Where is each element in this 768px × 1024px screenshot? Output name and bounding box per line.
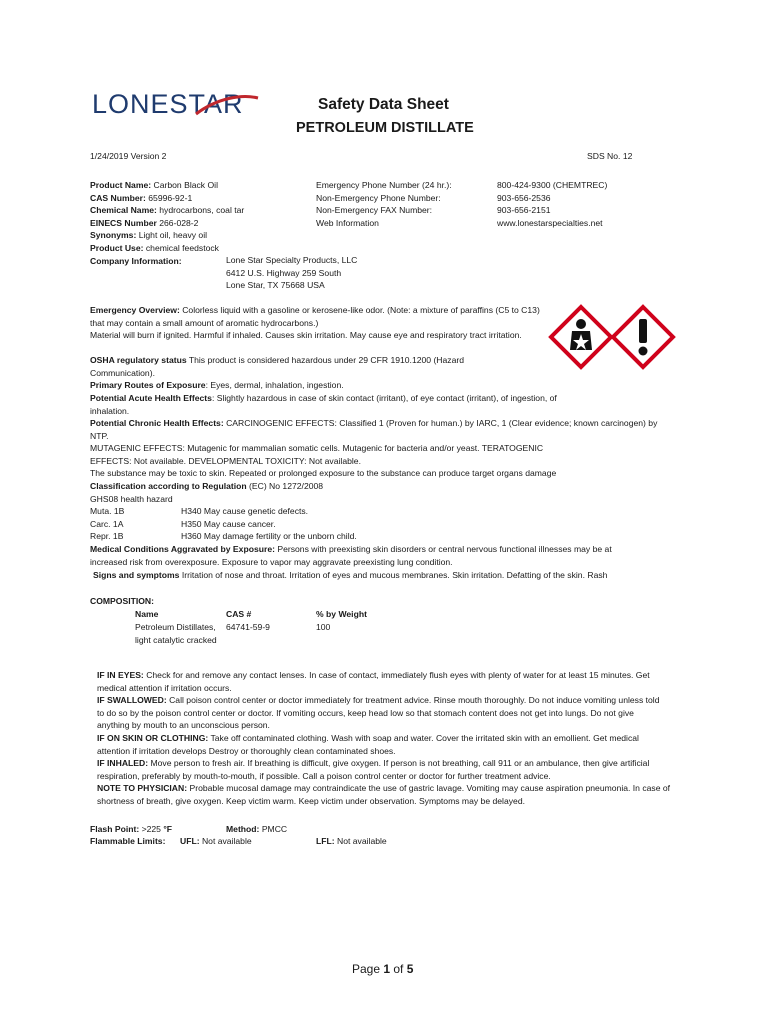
h-row: Muta. 1B H340 May cause genetic defects.: [90, 506, 309, 516]
logo-text-r: R: [223, 89, 244, 119]
composition-row-weight: 100: [316, 622, 331, 632]
h-statements: [90, 505, 357, 543]
nonemergency-phone: 903-656-2536: [497, 192, 551, 203]
first-aid-inhaled: IF INHALED: Move person to fresh air. If breathing is difficult, give oxygen. If person is not breathing, call 911 or an ambulance, then give artificial respiration, preferably by mouth-to-mouth, if possible. Call a poison control center or doctor for further treatment advice.: [97, 758, 650, 781]
acute-health-effects: Potential Acute Health Effects: Slightly hazardous in case of skin contact (irritant), of eye contact (irritant), of ingestion, of inhalation.: [90, 393, 557, 416]
product-use-row: Product Use: chemical feedstock: [90, 242, 219, 253]
logo-text-a: A: [204, 89, 224, 119]
ghs-label: GHS08 health hazard: [90, 494, 173, 504]
h-row: Repr. 1B H360 May damage fertility or the unborn child.: [90, 531, 357, 542]
cas-number-row: CAS Number: 65996-92-1: [90, 192, 193, 203]
composition-row-name: Petroleum Distillates, light catalytic cracked: [135, 622, 217, 645]
signs-symptoms: Signs and symptoms Irritation of nose and throat. Irritation of eyes and mucous membranes. Skin irritation. Defatting of the skin. Rash: [93, 570, 608, 580]
contact-values: [497, 179, 607, 229]
chronic-health-effects: Potential Chronic Health Effects: CARCINOGENIC EFFECTS: Classified 1 (Proven for human.) by IARC, 1 (Clear evidence; known carcinogen) by NTP.: [90, 418, 658, 441]
chemical-name-row: Chemical Name: hydrocarbons, coal tar: [90, 205, 245, 216]
sds-number: SDS No. 12: [587, 151, 633, 161]
contact-labels: Emergency Phone Number (24 hr.): Non-Emergency Phone Number: Non-Emergency FAX Number: Web Information: [316, 180, 452, 228]
synonyms-row: Synonyms: Light oil, heavy oil: [90, 230, 208, 241]
fax-number: 903-656-2151: [497, 205, 551, 216]
composition-header-name: Name: [135, 609, 159, 619]
note-to-physician: NOTE TO PHYSICIAN: Probable mucosal damage may contraindicate the use of gastric lavage. Vomiting may cause aspiration pneumonia. In case of shortness of breath, give oxygen. Keep victim warm. Keep victim under observation. Symptoms may be delayed.: [97, 783, 671, 806]
toxicity-statement: The substance may be toxic to skin. Repeated or prolonged exposure to the substance can produce target organs damage: [90, 468, 557, 478]
logo-text-st: ST: [169, 89, 205, 119]
h-row: Carc. 1A H350 May cause cancer.: [90, 518, 276, 529]
web-link[interactable]: www.lonestarspecialties.net: [497, 217, 603, 228]
exclamation-mark-icon: [610, 304, 676, 370]
composition-row-cas: 64741-59-9: [226, 622, 270, 632]
date-version: 1/24/2019 Version 2: [90, 151, 167, 161]
flammable-limits-label: Flammable Limits:: [90, 836, 166, 846]
logo-text-lone: LONE: [92, 89, 170, 119]
document-title: Safety Data Sheet: [318, 96, 449, 113]
classification: Classification according to Regulation (EC) No 1272/2008: [90, 481, 324, 491]
einecs-row: EINECS Number 266-028-2: [90, 217, 199, 228]
health-hazard-icon: [548, 304, 614, 370]
page-number: Page 1 of 5: [352, 962, 414, 976]
composition-header-cas: CAS #: [226, 609, 252, 619]
document-subtitle: PETROLEUM DISTILLATE: [296, 120, 474, 136]
first-aid-skin: IF ON SKIN OR CLOTHING: Take off contaminated clothing. Wash with soap and water. Cover the irritated skin with an emollient. Get medical attention if irritation develops Destroy or thoroughly clean contaminated shoes.: [97, 733, 639, 756]
product-name-row: Product Name: Carbon Black Oil: [90, 180, 218, 190]
logo-swoosh-icon: [192, 92, 262, 126]
company-address: Lone Star Specialty Products, LLC 6412 U.S. Highway 259 South Lone Star, TX 75668 USA: [226, 255, 358, 291]
company-logo: [92, 89, 262, 136]
flash-method: Method: PMCC: [226, 824, 288, 834]
overview-continued: Material will burn if ignited. Harmful if inhaled. Causes skin irritation. May cause eye and respiratory tract irritation.: [90, 330, 522, 340]
mutagenic-effects: MUTAGENIC EFFECTS: Mutagenic for mammalian somatic cells. Mutagenic for bacteria and/or yeast. TERATOGENIC EFFECTS: Not available. DEVELOPMENTAL TOXICITY: Not available.: [90, 443, 544, 466]
company-info-label: Company Information:: [90, 255, 182, 266]
ufl-value: UFL: Not available: [180, 836, 252, 846]
first-aid-eyes: IF IN EYES: Check for and remove any contact lenses. In case of contact, immediately flush eyes with plenty of water for at least 15 minutes. Get medical attention if irritation occurs.: [97, 670, 650, 693]
flash-point: Flash Point: >225 °F: [90, 824, 173, 834]
osha-status: OSHA regulatory status This product is considered hazardous under 29 CFR 1910.1200 (Hazard Communication).: [90, 355, 465, 378]
emergency-overview: Emergency Overview: Colorless liquid with a gasoline or kerosene-like odor. (Note: a mixture of paraffins (C5 to C13) that may contain a small amount of aromatic hydrocarbons.): [90, 305, 540, 328]
composition-header-weight: % by Weight: [316, 609, 367, 619]
first-aid-swallowed: IF SWALLOWED: Call poison control center or doctor immediately for treatment advice. Rinse mouth thoroughly. Do not induce vomiting unless told to do so by the poison control center or doctor. If vomiting occurs, keep head low so that stomach content does not get into lungs. Do not give anything by mouth to an unconscious person.: [97, 695, 660, 731]
composition-heading: COMPOSITION:: [90, 596, 154, 606]
routes-of-exposure: Primary Routes of Exposure: Eyes, dermal, inhalation, ingestion.: [90, 380, 344, 390]
lfl-value: LFL: Not available: [316, 836, 387, 846]
medical-conditions: Medical Conditions Aggravated by Exposure: Persons with preexisting skin disorders or central nervous functional illnesses may be at increased risk from overexposure. Exposure to vapor may aggravate preexisting lung condition.: [90, 544, 612, 567]
emergency-phone: 800-424-9300 (CHEMTREC): [497, 180, 608, 190]
